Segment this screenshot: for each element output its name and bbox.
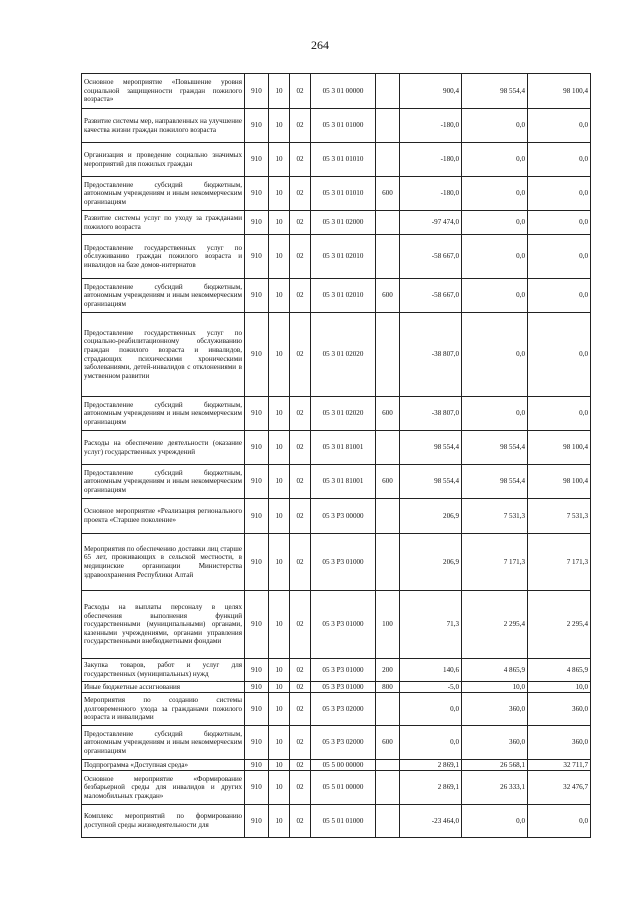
code-csr: 05 3 P3 02000 xyxy=(311,726,376,760)
amount-1: -97 474,0 xyxy=(400,211,462,235)
code-pr: 02 xyxy=(290,109,311,143)
code-rz: 10 xyxy=(269,534,290,591)
row-name: Предоставление субсидий бюджетным, автономным учреждениям и иным некоммерческим организациям xyxy=(82,279,245,313)
row-name: Развитие системы мер, направленных на улучшение качества жизни граждан пожилого возраста xyxy=(82,109,245,143)
code-vr xyxy=(376,313,400,397)
table-row xyxy=(82,109,591,143)
amount-3: 7 531,3 xyxy=(528,499,591,534)
code-csr: 05 3 01 02020 xyxy=(311,397,376,431)
code-pr: 02 xyxy=(290,534,311,591)
code-rz: 10 xyxy=(269,499,290,534)
table-row xyxy=(82,591,591,659)
code-pr: 02 xyxy=(290,659,311,682)
table-row xyxy=(82,465,591,499)
amount-1: -180,0 xyxy=(400,143,462,177)
code-rz: 10 xyxy=(269,109,290,143)
code-csr: 05 3 P3 01000 xyxy=(311,682,376,693)
amount-2: 0,0 xyxy=(462,805,528,838)
code-vr: 800 xyxy=(376,682,400,693)
code-csr: 05 3 P3 00000 xyxy=(311,499,376,534)
code-vr xyxy=(376,760,400,771)
row-name: Закупка товаров, работ и услуг для государственных (муниципальных) нужд xyxy=(82,659,245,682)
amount-2: 0,0 xyxy=(462,143,528,177)
page-number: 264 xyxy=(311,38,329,52)
amount-3: 32 476,7 xyxy=(528,771,591,805)
amount-1: 206,9 xyxy=(400,534,462,591)
code-gr: 910 xyxy=(245,143,269,177)
code-csr: 05 5 01 01000 xyxy=(311,805,376,838)
code-gr: 910 xyxy=(245,771,269,805)
amount-3: 32 711,7 xyxy=(528,760,591,771)
code-rz: 10 xyxy=(269,805,290,838)
amount-1: 98 554,4 xyxy=(400,431,462,465)
amount-3: 98 100,4 xyxy=(528,74,591,109)
row-name: Комплекс мероприятий по формированию доступной среды жизнедеятельности для xyxy=(82,805,245,838)
code-rz: 10 xyxy=(269,693,290,726)
table-row xyxy=(82,499,591,534)
code-vr: 600 xyxy=(376,279,400,313)
row-name: Мероприятия по созданию системы долговременного ухода за гражданами пожилого возраста и инвалидами xyxy=(82,693,245,726)
code-csr: 05 3 01 00000 xyxy=(311,74,376,109)
code-pr: 02 xyxy=(290,313,311,397)
code-pr: 02 xyxy=(290,805,311,838)
amount-3: 0,0 xyxy=(528,279,591,313)
amount-1: -23 464,0 xyxy=(400,805,462,838)
amount-3: 360,0 xyxy=(528,726,591,760)
amount-2: 7 171,3 xyxy=(462,534,528,591)
code-gr: 910 xyxy=(245,693,269,726)
code-rz: 10 xyxy=(269,659,290,682)
amount-3: 0,0 xyxy=(528,235,591,279)
amount-2: 4 865,9 xyxy=(462,659,528,682)
code-rz: 10 xyxy=(269,74,290,109)
code-gr: 910 xyxy=(245,726,269,760)
code-gr: 910 xyxy=(245,431,269,465)
code-rz: 10 xyxy=(269,726,290,760)
code-pr: 02 xyxy=(290,726,311,760)
code-csr: 05 3 01 01000 xyxy=(311,109,376,143)
code-csr: 05 3 P3 01000 xyxy=(311,659,376,682)
table-row xyxy=(82,143,591,177)
code-gr: 910 xyxy=(245,465,269,499)
code-csr: 05 3 P3 01000 xyxy=(311,591,376,659)
code-vr xyxy=(376,771,400,805)
code-csr: 05 3 01 01010 xyxy=(311,143,376,177)
amount-1: -38 807,0 xyxy=(400,397,462,431)
code-rz: 10 xyxy=(269,771,290,805)
code-gr: 910 xyxy=(245,499,269,534)
table-row xyxy=(82,397,591,431)
code-pr: 02 xyxy=(290,431,311,465)
code-rz: 10 xyxy=(269,143,290,177)
row-name: Расходы на выплаты персоналу в целях обеспечения выполнения функций государственными (муниципальными) органами, казенными учреждениями, органами управления государственными внебюджетными фондами xyxy=(82,591,245,659)
code-rz: 10 xyxy=(269,682,290,693)
amount-1: 0,0 xyxy=(400,726,462,760)
code-vr xyxy=(376,499,400,534)
code-rz: 10 xyxy=(269,279,290,313)
amount-1: 98 554,4 xyxy=(400,465,462,499)
code-vr xyxy=(376,211,400,235)
amount-3: 4 865,9 xyxy=(528,659,591,682)
amount-2: 0,0 xyxy=(462,109,528,143)
amount-2: 98 554,4 xyxy=(462,74,528,109)
amount-2: 0,0 xyxy=(462,397,528,431)
row-name: Иные бюджетные ассигнования xyxy=(82,682,245,693)
code-gr: 910 xyxy=(245,211,269,235)
code-vr: 600 xyxy=(376,177,400,211)
code-rz: 10 xyxy=(269,431,290,465)
amount-1: -180,0 xyxy=(400,109,462,143)
row-name: Организация и проведение социально значимых мероприятий для пожилых граждан xyxy=(82,143,245,177)
code-vr: 600 xyxy=(376,465,400,499)
code-csr: 05 3 01 02020 xyxy=(311,313,376,397)
code-csr: 05 3 01 81001 xyxy=(311,431,376,465)
row-name: Основное мероприятие «Формирование безбарьерной среды для инвалидов и других маломобильных граждан» xyxy=(82,771,245,805)
code-pr: 02 xyxy=(290,74,311,109)
code-gr: 910 xyxy=(245,805,269,838)
amount-1: 140,6 xyxy=(400,659,462,682)
code-vr xyxy=(376,805,400,838)
row-name: Предоставление государственных услуг по социально-реабилитационному обслуживанию граждан пожилого возраста и инвалидов, страдающих психическими хроническими заболеваниями, детей-инвалидов с отклонениями в умственном развитии xyxy=(82,313,245,397)
code-vr xyxy=(376,74,400,109)
row-name: Предоставление субсидий бюджетным, автономным учреждениям и иным некоммерческим организациям xyxy=(82,726,245,760)
table-row xyxy=(82,279,591,313)
table-row xyxy=(82,805,591,838)
code-pr: 02 xyxy=(290,211,311,235)
table-row xyxy=(82,659,591,682)
amount-2: 0,0 xyxy=(462,235,528,279)
code-pr: 02 xyxy=(290,693,311,726)
code-csr: 05 3 01 01010 xyxy=(311,177,376,211)
table-row xyxy=(82,682,591,693)
amount-3: 2 295,4 xyxy=(528,591,591,659)
row-name: Предоставление субсидий бюджетным, автономным учреждениям и иным некоммерческим организациям xyxy=(82,465,245,499)
code-rz: 10 xyxy=(269,397,290,431)
table-row xyxy=(82,534,591,591)
table-row xyxy=(82,313,591,397)
code-vr: 200 xyxy=(376,659,400,682)
amount-1: 900,4 xyxy=(400,74,462,109)
amount-2: 360,0 xyxy=(462,693,528,726)
code-csr: 05 5 01 00000 xyxy=(311,771,376,805)
code-gr: 910 xyxy=(245,235,269,279)
code-vr xyxy=(376,431,400,465)
code-pr: 02 xyxy=(290,177,311,211)
code-pr: 02 xyxy=(290,499,311,534)
amount-2: 0,0 xyxy=(462,177,528,211)
code-vr xyxy=(376,143,400,177)
code-gr: 910 xyxy=(245,682,269,693)
code-pr: 02 xyxy=(290,235,311,279)
amount-3: 98 100,4 xyxy=(528,465,591,499)
amount-1: 2 869,1 xyxy=(400,771,462,805)
amount-2: 10,0 xyxy=(462,682,528,693)
amount-2: 26 333,1 xyxy=(462,771,528,805)
row-name: Подпрограмма «Доступная среда» xyxy=(82,760,245,771)
amount-1: -5,0 xyxy=(400,682,462,693)
amount-2: 98 554,4 xyxy=(462,465,528,499)
table-row xyxy=(82,211,591,235)
code-gr: 910 xyxy=(245,534,269,591)
table-row xyxy=(82,74,591,109)
row-name: Предоставление государственных услуг по обслуживанию граждан пожилого возраста и инвалидов на базе домов-интернатов xyxy=(82,235,245,279)
code-pr: 02 xyxy=(290,682,311,693)
amount-1: 2 869,1 xyxy=(400,760,462,771)
table-row xyxy=(82,726,591,760)
amount-1: 71,3 xyxy=(400,591,462,659)
amount-2: 0,0 xyxy=(462,279,528,313)
amount-2: 0,0 xyxy=(462,313,528,397)
amount-3: 7 171,3 xyxy=(528,534,591,591)
code-rz: 10 xyxy=(269,211,290,235)
row-name: Расходы на обеспечение деятельности (оказание услуг) государственных учреждений xyxy=(82,431,245,465)
amount-2: 26 568,1 xyxy=(462,760,528,771)
code-vr xyxy=(376,534,400,591)
code-rz: 10 xyxy=(269,760,290,771)
code-csr: 05 3 P3 02000 xyxy=(311,693,376,726)
code-gr: 910 xyxy=(245,760,269,771)
code-pr: 02 xyxy=(290,397,311,431)
amount-2: 360,0 xyxy=(462,726,528,760)
table-row xyxy=(82,235,591,279)
code-vr: 600 xyxy=(376,397,400,431)
table-row xyxy=(82,771,591,805)
code-vr: 100 xyxy=(376,591,400,659)
code-csr: 05 3 01 02010 xyxy=(311,235,376,279)
amount-3: 0,0 xyxy=(528,143,591,177)
amount-3: 360,0 xyxy=(528,693,591,726)
code-csr: 05 3 P3 01000 xyxy=(311,534,376,591)
amount-1: -38 807,0 xyxy=(400,313,462,397)
table-row xyxy=(82,693,591,726)
table-row xyxy=(82,177,591,211)
amount-3: 98 100,4 xyxy=(528,431,591,465)
table-row xyxy=(82,431,591,465)
code-csr: 05 3 01 81001 xyxy=(311,465,376,499)
code-rz: 10 xyxy=(269,235,290,279)
code-pr: 02 xyxy=(290,465,311,499)
amount-1: 206,9 xyxy=(400,499,462,534)
code-pr: 02 xyxy=(290,771,311,805)
code-gr: 910 xyxy=(245,313,269,397)
amount-1: -180,0 xyxy=(400,177,462,211)
amount-2: 98 554,4 xyxy=(462,431,528,465)
code-gr: 910 xyxy=(245,591,269,659)
code-vr: 600 xyxy=(376,726,400,760)
row-name: Предоставление субсидий бюджетным, автономным учреждениям и иным некоммерческим организациям xyxy=(82,177,245,211)
code-rz: 10 xyxy=(269,591,290,659)
amount-2: 2 295,4 xyxy=(462,591,528,659)
row-name: Основное мероприятие «Реализация регионального проекта «Старшее поколение» xyxy=(82,499,245,534)
code-gr: 910 xyxy=(245,109,269,143)
amount-3: 0,0 xyxy=(528,109,591,143)
amount-3: 10,0 xyxy=(528,682,591,693)
row-name: Предоставление субсидий бюджетным, автономным учреждениям и иным некоммерческим организациям xyxy=(82,397,245,431)
amount-2: 0,0 xyxy=(462,211,528,235)
budget-table xyxy=(81,73,591,838)
amount-3: 0,0 xyxy=(528,805,591,838)
code-pr: 02 xyxy=(290,143,311,177)
code-csr: 05 3 01 02010 xyxy=(311,279,376,313)
amount-2: 7 531,3 xyxy=(462,499,528,534)
amount-3: 0,0 xyxy=(528,313,591,397)
code-pr: 02 xyxy=(290,760,311,771)
code-rz: 10 xyxy=(269,177,290,211)
amount-3: 0,0 xyxy=(528,397,591,431)
table-row xyxy=(82,760,591,771)
code-gr: 910 xyxy=(245,397,269,431)
amount-3: 0,0 xyxy=(528,211,591,235)
code-rz: 10 xyxy=(269,465,290,499)
amount-1: -58 667,0 xyxy=(400,279,462,313)
code-rz: 10 xyxy=(269,313,290,397)
code-pr: 02 xyxy=(290,591,311,659)
code-gr: 910 xyxy=(245,177,269,211)
code-gr: 910 xyxy=(245,279,269,313)
amount-1: 0,0 xyxy=(400,693,462,726)
code-pr: 02 xyxy=(290,279,311,313)
amount-1: -58 667,0 xyxy=(400,235,462,279)
code-vr xyxy=(376,693,400,726)
code-csr: 05 3 01 02000 xyxy=(311,211,376,235)
code-csr: 05 5 00 00000 xyxy=(311,760,376,771)
row-name: Основное мероприятие «Повышение уровня социальной защищенности граждан пожилого возраста» xyxy=(82,74,245,109)
code-vr xyxy=(376,109,400,143)
code-vr xyxy=(376,235,400,279)
code-gr: 910 xyxy=(245,659,269,682)
row-name: Развитие системы услуг по уходу за гражданами пожилого возраста xyxy=(82,211,245,235)
code-gr: 910 xyxy=(245,74,269,109)
amount-3: 0,0 xyxy=(528,177,591,211)
row-name: Мероприятия по обеспечению доставки лиц старше 65 лет, проживающих в сельской местности, в медицинские организации Министерства здравоохранения Республики Алтай xyxy=(82,534,245,591)
